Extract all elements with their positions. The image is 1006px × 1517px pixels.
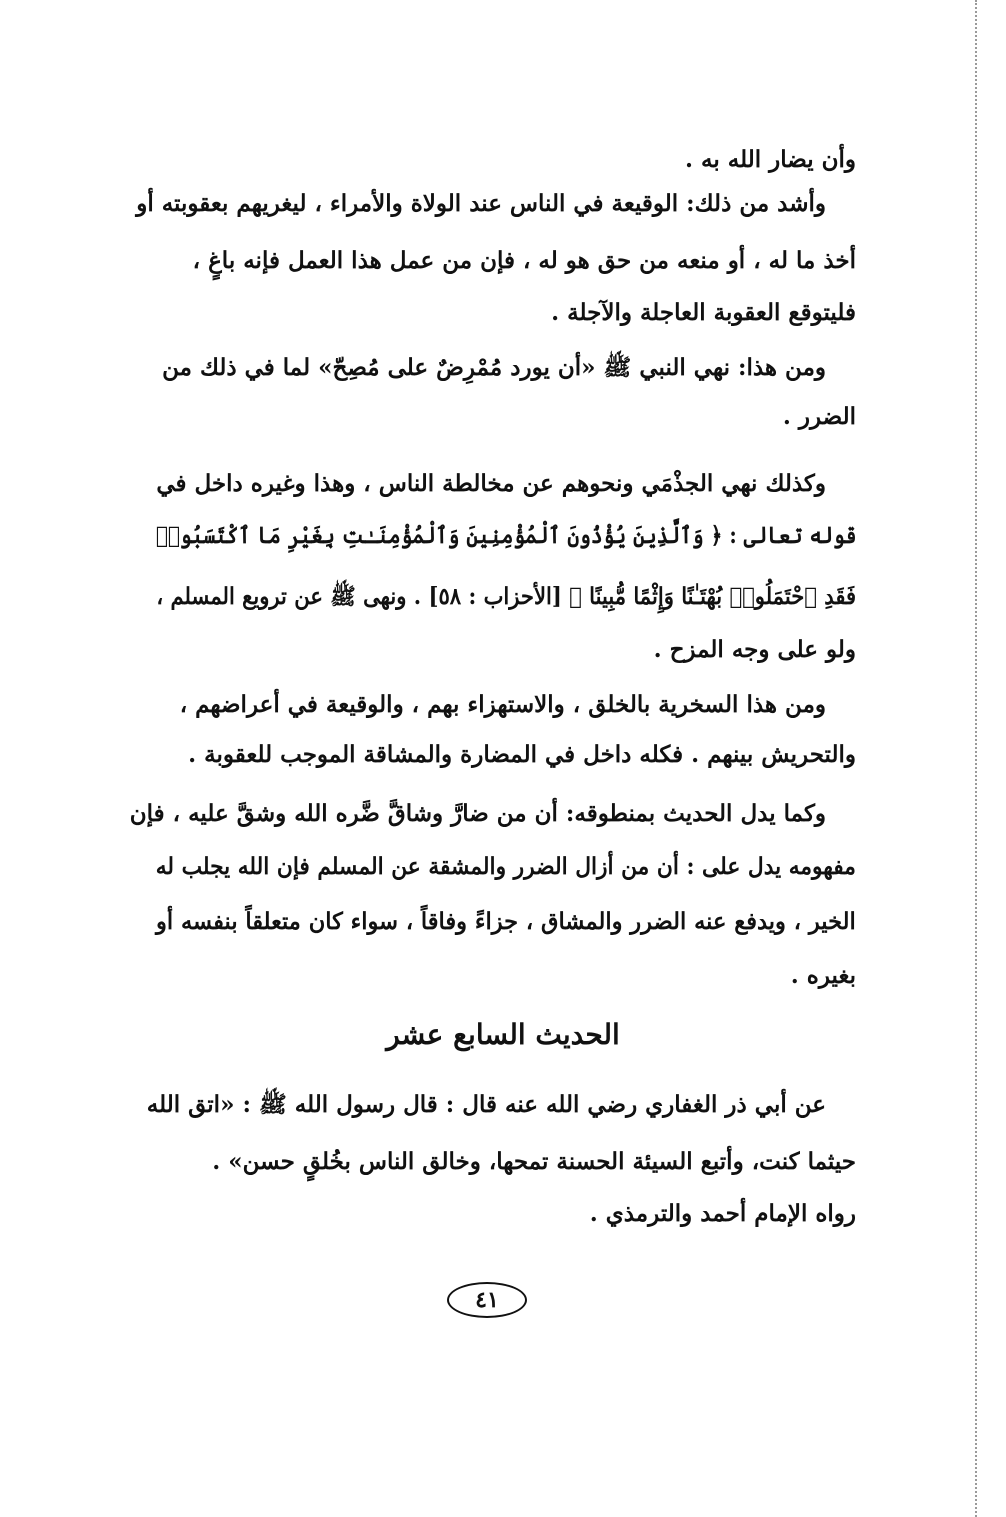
page-edge-divider xyxy=(975,0,977,1517)
body-text-line: ومن هذا: نهي النبي ﷺ «أن يورد مُمْرِضٌ على مُصِحّ» لما في ذلك من xyxy=(162,354,826,381)
body-text-line: فليتوقع العقوبة العاجلة والآجلة . xyxy=(551,299,856,326)
hadith-text-line: حيثما كنت، وأتبع السيئة الحسنة تمحها، وخالق الناس بخُلقٍ حسن» . xyxy=(212,1148,856,1175)
hadith-text-line: عن أبي ذر الغفاري رضي الله عنه قال : قال رسول الله ﷺ : «اتق الله xyxy=(146,1091,826,1118)
section-heading: الحديث السابع عشر xyxy=(386,1018,620,1051)
body-text-line: وكذلك نهي الجذْمَي ونحوهم عن مخالطة الناس ، وهذا وغيره داخل في xyxy=(156,470,826,497)
body-text-line: ولو على وجه المزح . xyxy=(653,636,856,663)
quran-verse-line: فَقَدِ ٱحْتَمَلُوا۟ بُهْتَـٰنًا وَإِثْمًا مُّبِينًا ﴾ [الأحزاب : ٥٨] . ونهى ﷺ عن ترويع المسلم ، xyxy=(156,583,856,610)
body-text-line: وأشد من ذلك: الوقيعة في الناس عند الولاة والأمراء ، ليغريهم بعقوبته أو xyxy=(136,190,826,217)
body-text-line: الضرر . xyxy=(782,403,856,430)
body-text-line: ومن هذا السخرية بالخلق ، والاستهزاء بهم ، والوقيعة في أعراضهم ، xyxy=(179,691,826,718)
page-number: ٤١ xyxy=(447,1282,527,1318)
body-text-line: وكما يدل الحديث بمنطوقه: أن من ضارَّ وشاقَّ ضَّره الله وشقَّ عليه ، فإن xyxy=(129,800,826,827)
body-text-line: والتحريش بينهم . فكله داخل في المضارة والمشاقة الموجب للعقوبة . xyxy=(188,741,856,768)
body-text-line: مفهومه يدل على : أن من أزال الضرر والمشقة عن المسلم فإن الله يجلب له xyxy=(155,853,856,880)
body-text-line: الخير ، ويدفع عنه الضرر والمشاق ، جزاءً وفاقاً ، سواء كان متعلقاً بنفسه أو xyxy=(156,908,856,935)
body-text-line: بغيره . xyxy=(790,962,856,989)
body-text-line: وأن يضار الله به . xyxy=(685,146,856,173)
hadith-text-line: رواه الإمام أحمد والترمذي . xyxy=(589,1200,856,1227)
body-text-line: أخذ ما له ، أو منعه من حق هو له ، فإن من عمل هذا العمل فإنه باغٍ ، xyxy=(192,247,856,274)
quran-verse-line: قوله تعالى : ﴿ وَٱلَّذِينَ يُؤْذُونَ ٱلْمُؤْمِنِينَ وَٱلْمُؤْمِنَـٰتِ بِغَيْرِ مَا ٱكْتَسَبُوا۟ xyxy=(155,522,856,549)
